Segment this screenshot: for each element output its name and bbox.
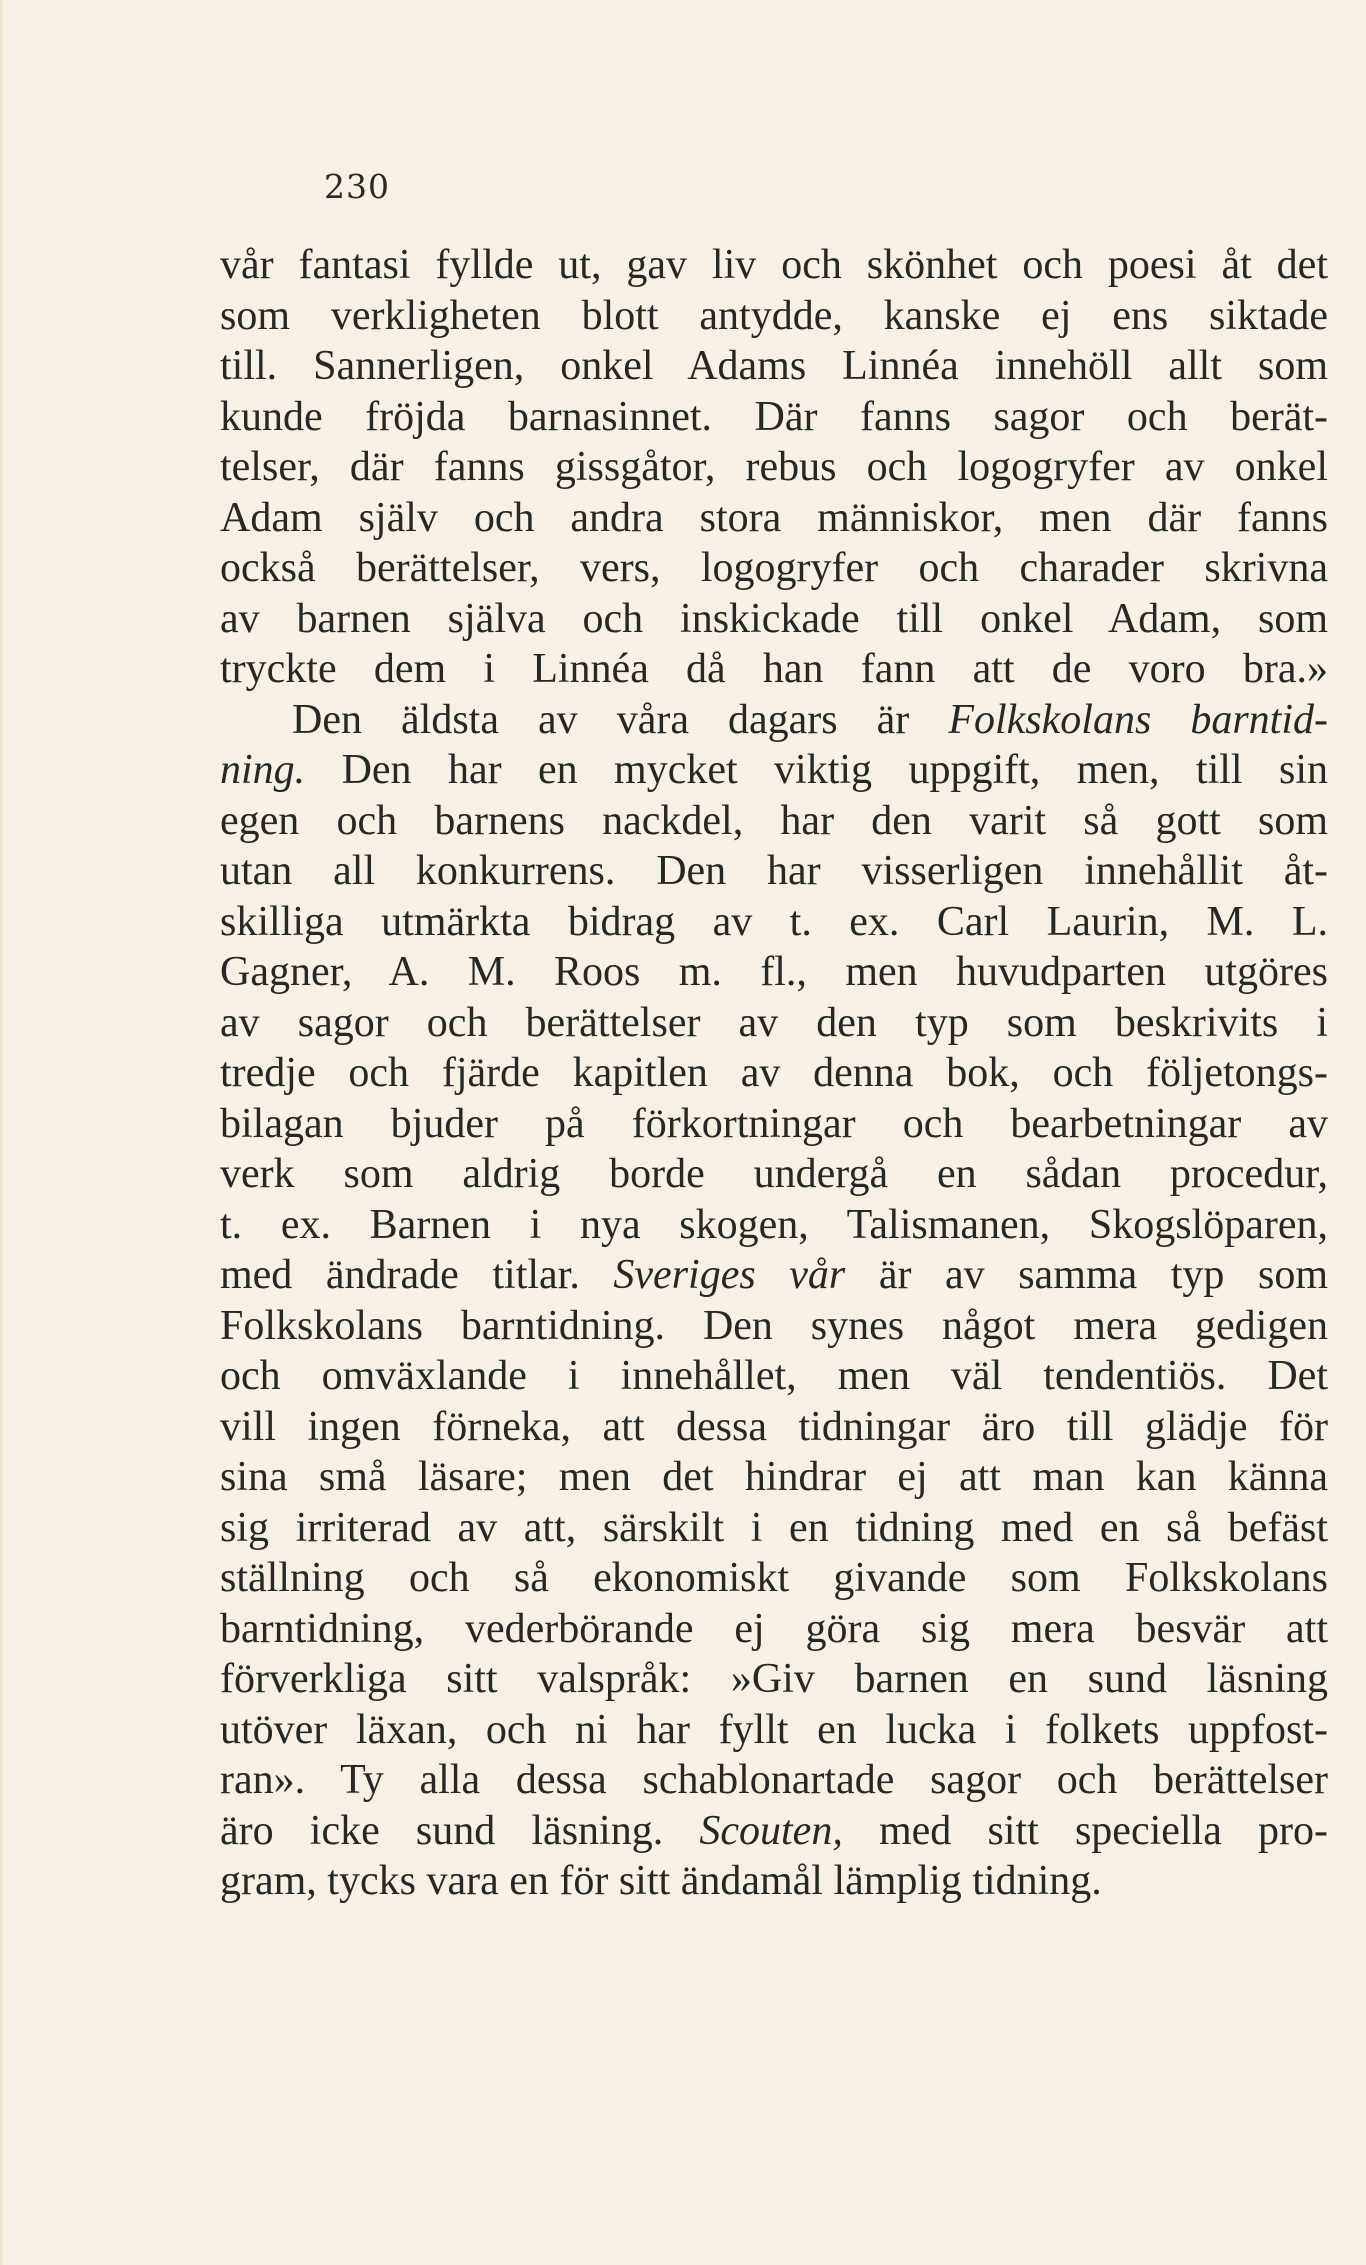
text-line [220,947,1328,998]
text-line [220,1351,1328,1402]
page-number: 230 [324,167,390,206]
text-run: ran». Ty alla dessa schablonartade sagor och berättelser [220,1757,1328,1803]
text-line [220,745,1328,796]
text-line [220,1705,1328,1756]
text-line [220,543,1328,594]
italic-title: Sveriges vår [613,1252,846,1298]
text-run: och omväxlande i innehållet, men väl tendentiös. Det [220,1353,1328,1399]
text-run: Gagner, A. M. Roos m. fl., men huvudparten utgöres [220,949,1328,995]
text-line [220,1048,1328,1099]
text-line [220,493,1328,544]
text-run: utan all konkurrens. Den har visserligen innehållit åt- [220,848,1328,894]
text-line [220,341,1328,392]
text-line [220,1654,1328,1705]
text-run: äro icke sund läsning. [220,1807,700,1854]
text-run: av barnen själva och inskickade till onkel Adam, som [220,595,1328,642]
text-line [220,846,1328,897]
text-run: skilliga utmärkta bidrag av t. ex. Carl Laurin, M. L. [220,898,1328,945]
text-run: med sitt speciella pro- [842,1807,1328,1854]
text-line [220,1200,1328,1251]
text-line [220,1402,1328,1453]
text-run: som verkligheten blott antydde, kanske ej ens siktade [220,292,1328,339]
text-line [220,1250,1328,1301]
text-run: Den äldsta av våra dagars är [292,696,949,743]
text-run: vår fantasi fyllde ut, gav liv och skönhet och poesi åt det [220,242,1328,288]
text-run: med ändrade titlar. [220,1252,614,1298]
text-run: telser, där fanns gissgåtor, rebus och logogryfer av onkel [220,444,1328,490]
text-run: också berättelser, vers, logogryfer och charader skrivna [220,545,1328,591]
text-line [220,1301,1328,1352]
text-line [220,1806,1328,1857]
text-line [220,1099,1328,1150]
text-run: barntidning, vederbörande ej göra sig mera besvär att [220,1605,1328,1652]
text-line [220,695,1328,746]
text-line [220,594,1328,645]
text-line [220,1755,1328,1806]
text-run: ställning och så ekonomiskt givande som Folkskolans [220,1555,1328,1601]
text-line [220,644,1328,695]
text-run: verk som aldrig borde undergå en sådan procedur, [220,1151,1328,1197]
text-run: kunde fröjda barnasinnet. Där fanns sagor och berät- [220,393,1328,440]
text-line [220,442,1328,493]
text-line [220,1604,1328,1655]
text-run: förverkliga sitt valspråk: »Giv barnen en sund läsning [220,1656,1328,1702]
text-run: tryckte dem i Linnéa då han fann att de voro bra.» [220,646,1328,692]
text-run: är av samma typ som [845,1252,1328,1298]
text-line [220,1452,1328,1503]
text-line [220,1503,1328,1554]
text-line [220,998,1328,1049]
italic-title: Folkskolans barntid- [948,696,1328,743]
text-run: Den har en mycket viktig uppgift, men, till sin [305,747,1328,793]
text-run: sina små läsare; men det hindrar ej att man kan känna [220,1454,1328,1500]
text-line [220,1553,1328,1604]
text-run: av sagor och berättelser av den typ som beskrivits i [220,999,1328,1046]
body-text [220,240,1328,1907]
italic-title: ning. [220,747,306,793]
text-line [220,392,1328,443]
text-run: Folkskolans barntidning. Den synes något mera gedigen [220,1302,1328,1349]
text-run: vill ingen förneka, att dessa tidningar äro till glädje för [220,1403,1328,1450]
italic-title: Scouten, [699,1807,843,1854]
text-run: egen och barnens nackdel, har den varit så gott som [220,797,1328,844]
text-run: sig irriterad av att, särskilt i en tidning med en så befäst [220,1504,1328,1551]
text-run: utöver läxan, och ni har fyllt en lucka i folkets uppfost- [220,1706,1328,1753]
text-run: t. ex. Barnen i nya skogen, Talismanen, Skogslöparen, [220,1201,1328,1248]
text-line [220,897,1328,948]
text-line [220,1149,1328,1200]
text-run: tredje och fjärde kapitlen av denna bok, och följetongs- [220,1050,1328,1096]
text-line [220,291,1328,342]
text-run: gram, tycks vara en för sitt ändamål lämplig tidning. [220,1858,1102,1904]
text-run: Adam själv och andra stora människor, men där fanns [220,494,1328,541]
text-run: bilagan bjuder på förkortningar och bearbetningar av [220,1100,1328,1147]
text-line [220,1856,1328,1907]
text-line [220,240,1328,291]
text-run: till. Sannerligen, onkel Adams Linnéa innehöll allt som [220,343,1328,389]
text-line [220,796,1328,847]
